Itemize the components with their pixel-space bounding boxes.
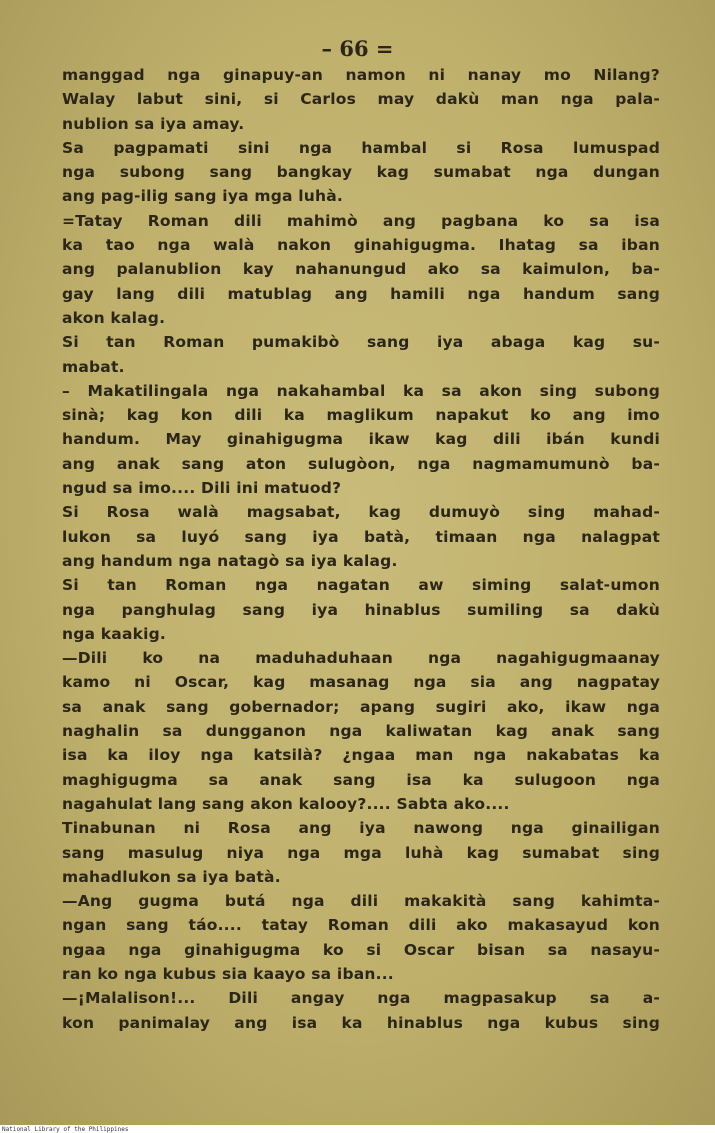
text-line: —¡Malalison!... Dili angay nga magpasakup sa a- [62,989,660,1008]
text-line: ngud sa imo.... Dili ini matuod? [62,479,342,498]
text-line: Si tan Roman pumakibò sang iya abaga kag su- [62,333,660,352]
text-line: Walay labut sini, si Carlos may dakù man nga pala- [62,90,660,109]
text-line: =Tatay Roman dili mahimò ang pagbana ko sa isa [62,211,660,230]
library-credit: National Library of the Philippines [2,1126,129,1133]
page-number: – 66 = [321,36,394,61]
text-line: handum. May ginahigugma ikaw kag dili ibán kundi [62,430,660,449]
text-line: Tinabunan ni Rosa ang iya nawong nga ginailigan [62,819,660,838]
text-line: nga subong sang bangkay kag sumabat nga dungan [62,163,660,182]
text-line: sa anak sang gobernador; apang sugiri ako, ikaw nga [62,697,660,716]
text-line: ran ko nga kubus sia kaayo sa iban... [62,964,394,983]
text-line: ngan sang táo.... tatay Roman dili ako makasayud kon [62,916,660,935]
text-line: sang masulug niya nga mga luhà kag sumabat sing [62,843,660,862]
text-line: —Ang gugma butá nga dili makakità sang kahimta- [62,892,660,911]
text-line: nga kaakig. [62,624,167,643]
text-line: ka tao nga walà nakon ginahigugma. Ihatag sa iban [62,236,660,255]
text-line: kamo ni Oscar, kag masanag nga sia ang nagpatay [62,673,660,692]
text-line: nagahulat lang sang akon kalooy?.... Sabta ako.... [62,794,510,813]
text-line: ang handum nga natagò sa iya kalag. [62,551,398,570]
text-line: Si tan Roman nga nagatan aw siming salat-umon [62,576,660,595]
text-line: mahadlukon sa iya batà. [62,867,281,886]
text-line: ngaa nga ginahigugma ko si Oscar bisan sa nasayu- [62,940,660,959]
text-line: ang pag-ilig sang iya mga luhà. [62,187,344,206]
text-line: gay lang dili matublag ang hamili nga handum sang [62,284,660,303]
text-line: – Makatilingala nga nakahambal ka sa akon sing subong [62,381,660,400]
text-line: nublion sa iya amay. [62,114,245,133]
text-line: isa ka iloy nga katsilà? ¿ngaa man nga nakabatas ka [62,746,660,765]
text-line: Si Rosa walà magsabat, kag dumuyò sing mahad- [62,503,660,522]
text-line: kon panimalay ang isa ka hinablus nga kubus sing [62,1013,660,1032]
text-line: nga panghulag sang iya hinablus sumiling sa dakù [62,600,660,619]
text-line: ang palanublion kay nahanungud ako sa kaimulon, ba- [62,260,660,279]
text-line: ang anak sang aton sulugòon, nga nagmamumunò ba- [62,454,660,473]
text-line: manggad nga ginapuy-an namon ni nanay mo Nilang? [62,66,660,84]
text-line: lukon sa luyó sang iya batà, timaan nga nalagpat [62,527,660,546]
text-line: akon kalag. [62,308,166,327]
text-line: sinà; kag kon dili ka maglikum napakut ko ang imo [62,406,660,425]
text-line: mabat. [62,357,125,376]
text-line: maghigugma sa anak sang isa ka sulugoon nga [62,770,660,789]
body-text [62,63,660,1035]
text-line: Sa pagpamati sini nga hambal si Rosa lumuspad [62,138,660,157]
text-line: —Dili ko na maduhaduhaan nga nagahigugmaanay [62,649,660,668]
text-line: naghalin sa dungganon nga kaliwatan kag anak sang [62,722,660,741]
